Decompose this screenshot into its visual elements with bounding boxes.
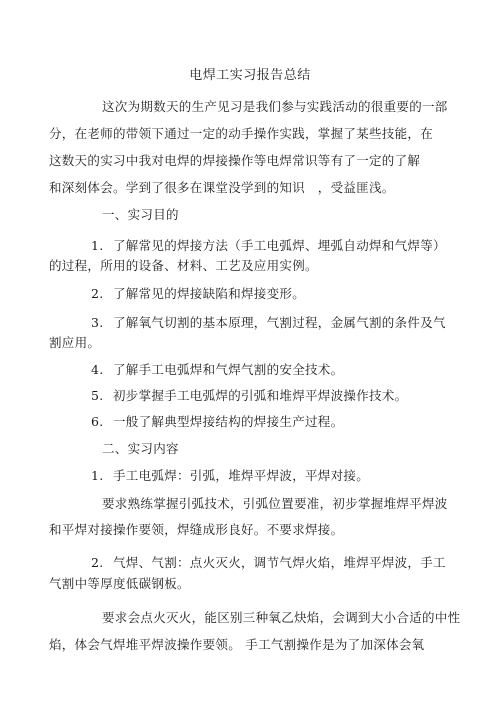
list-item-6 — [91, 412, 343, 430]
list-item-number: 5. — [91, 388, 104, 403]
list-item-text: 了解氧气切割的基本原理，气割过程，金属气割的条件及气 — [113, 315, 446, 330]
list-item-4 — [91, 360, 343, 378]
list-item-text: 了解常见的焊接方法（手工电弧焊、埋弧自动焊和气焊等） — [113, 238, 446, 253]
list-item-continuation: 气割中等厚度低碳钢板。 — [49, 576, 190, 591]
intro-line: 和深刻体会。学到了很多在课堂没学到的知识 ，受益匪浅。 — [49, 180, 395, 195]
intro-line: 这数天的实习中我对电焊的焊接操作等电焊常识等有了一定的了解 — [49, 153, 421, 168]
list-item-3 — [91, 313, 446, 331]
list-item-number: 6. — [91, 414, 104, 429]
list-item-continuation: 割应用。 — [49, 335, 101, 350]
section-heading-2: 二、实习内容 — [102, 441, 179, 456]
list-item-text: 手工电弧焊：引弧，堆焊平焊波，平焊对接。 — [113, 468, 370, 483]
list-item-continuation: 的过程，所用的设备、材料、工艺及应用实例。 — [49, 258, 318, 273]
list-item-number: 2. — [91, 555, 104, 570]
list-item-text: 了解常见的焊接缺陷和焊接变形。 — [113, 286, 306, 301]
content-item-1 — [91, 466, 369, 484]
list-item-number: 1. — [91, 468, 104, 483]
list-item-1 — [91, 236, 446, 254]
intro-line: 这次为期数天的生产见习是我们参与实践活动的很重要的一部 — [102, 99, 448, 114]
list-item-text: 一般了解典型焊接结构的焊接生产过程。 — [113, 414, 344, 429]
paragraph-line: 要求熟练掌握引弧技术，引弧位置要准，初步掌握堆焊平焊波 — [102, 496, 448, 511]
content-item-2 — [91, 553, 446, 571]
list-item-2 — [91, 284, 305, 302]
list-item-text: 初步掌握手工电弧焊的引弧和堆焊平焊波操作技术。 — [113, 388, 408, 403]
paragraph-line: 和平焊对接操作要领，焊缝成形良好。不要求焊接。 — [49, 522, 344, 537]
list-item-number: 4. — [91, 362, 104, 377]
section-heading-1: 一、实习目的 — [102, 207, 179, 222]
list-item-text: 了解手工电弧焊和气焊气割的安全技术。 — [113, 362, 344, 377]
document-title: 电焊工实习报告总结 — [189, 68, 311, 83]
paragraph-line: 焰，体会气焊堆平焊波操作要领。 手工气割操作是为了加深体会氧 — [49, 637, 425, 652]
paragraph-line: 要求会点火灭火，能区别三种氧乙炔焰，会调到大小合适的中性 — [102, 610, 461, 625]
list-item-number: 3. — [91, 315, 104, 330]
list-item-number: 2. — [91, 286, 104, 301]
list-item-number: 1. — [91, 238, 104, 253]
intro-line: 分，在老师的带领下通过一定的动手操作实践，掌握了某些技能，在 — [49, 126, 434, 141]
list-item-text: 气焊、气割：点火灭火，调节气焊火焰，堆焊平焊波，手工 — [113, 555, 446, 570]
list-item-5 — [91, 386, 407, 404]
